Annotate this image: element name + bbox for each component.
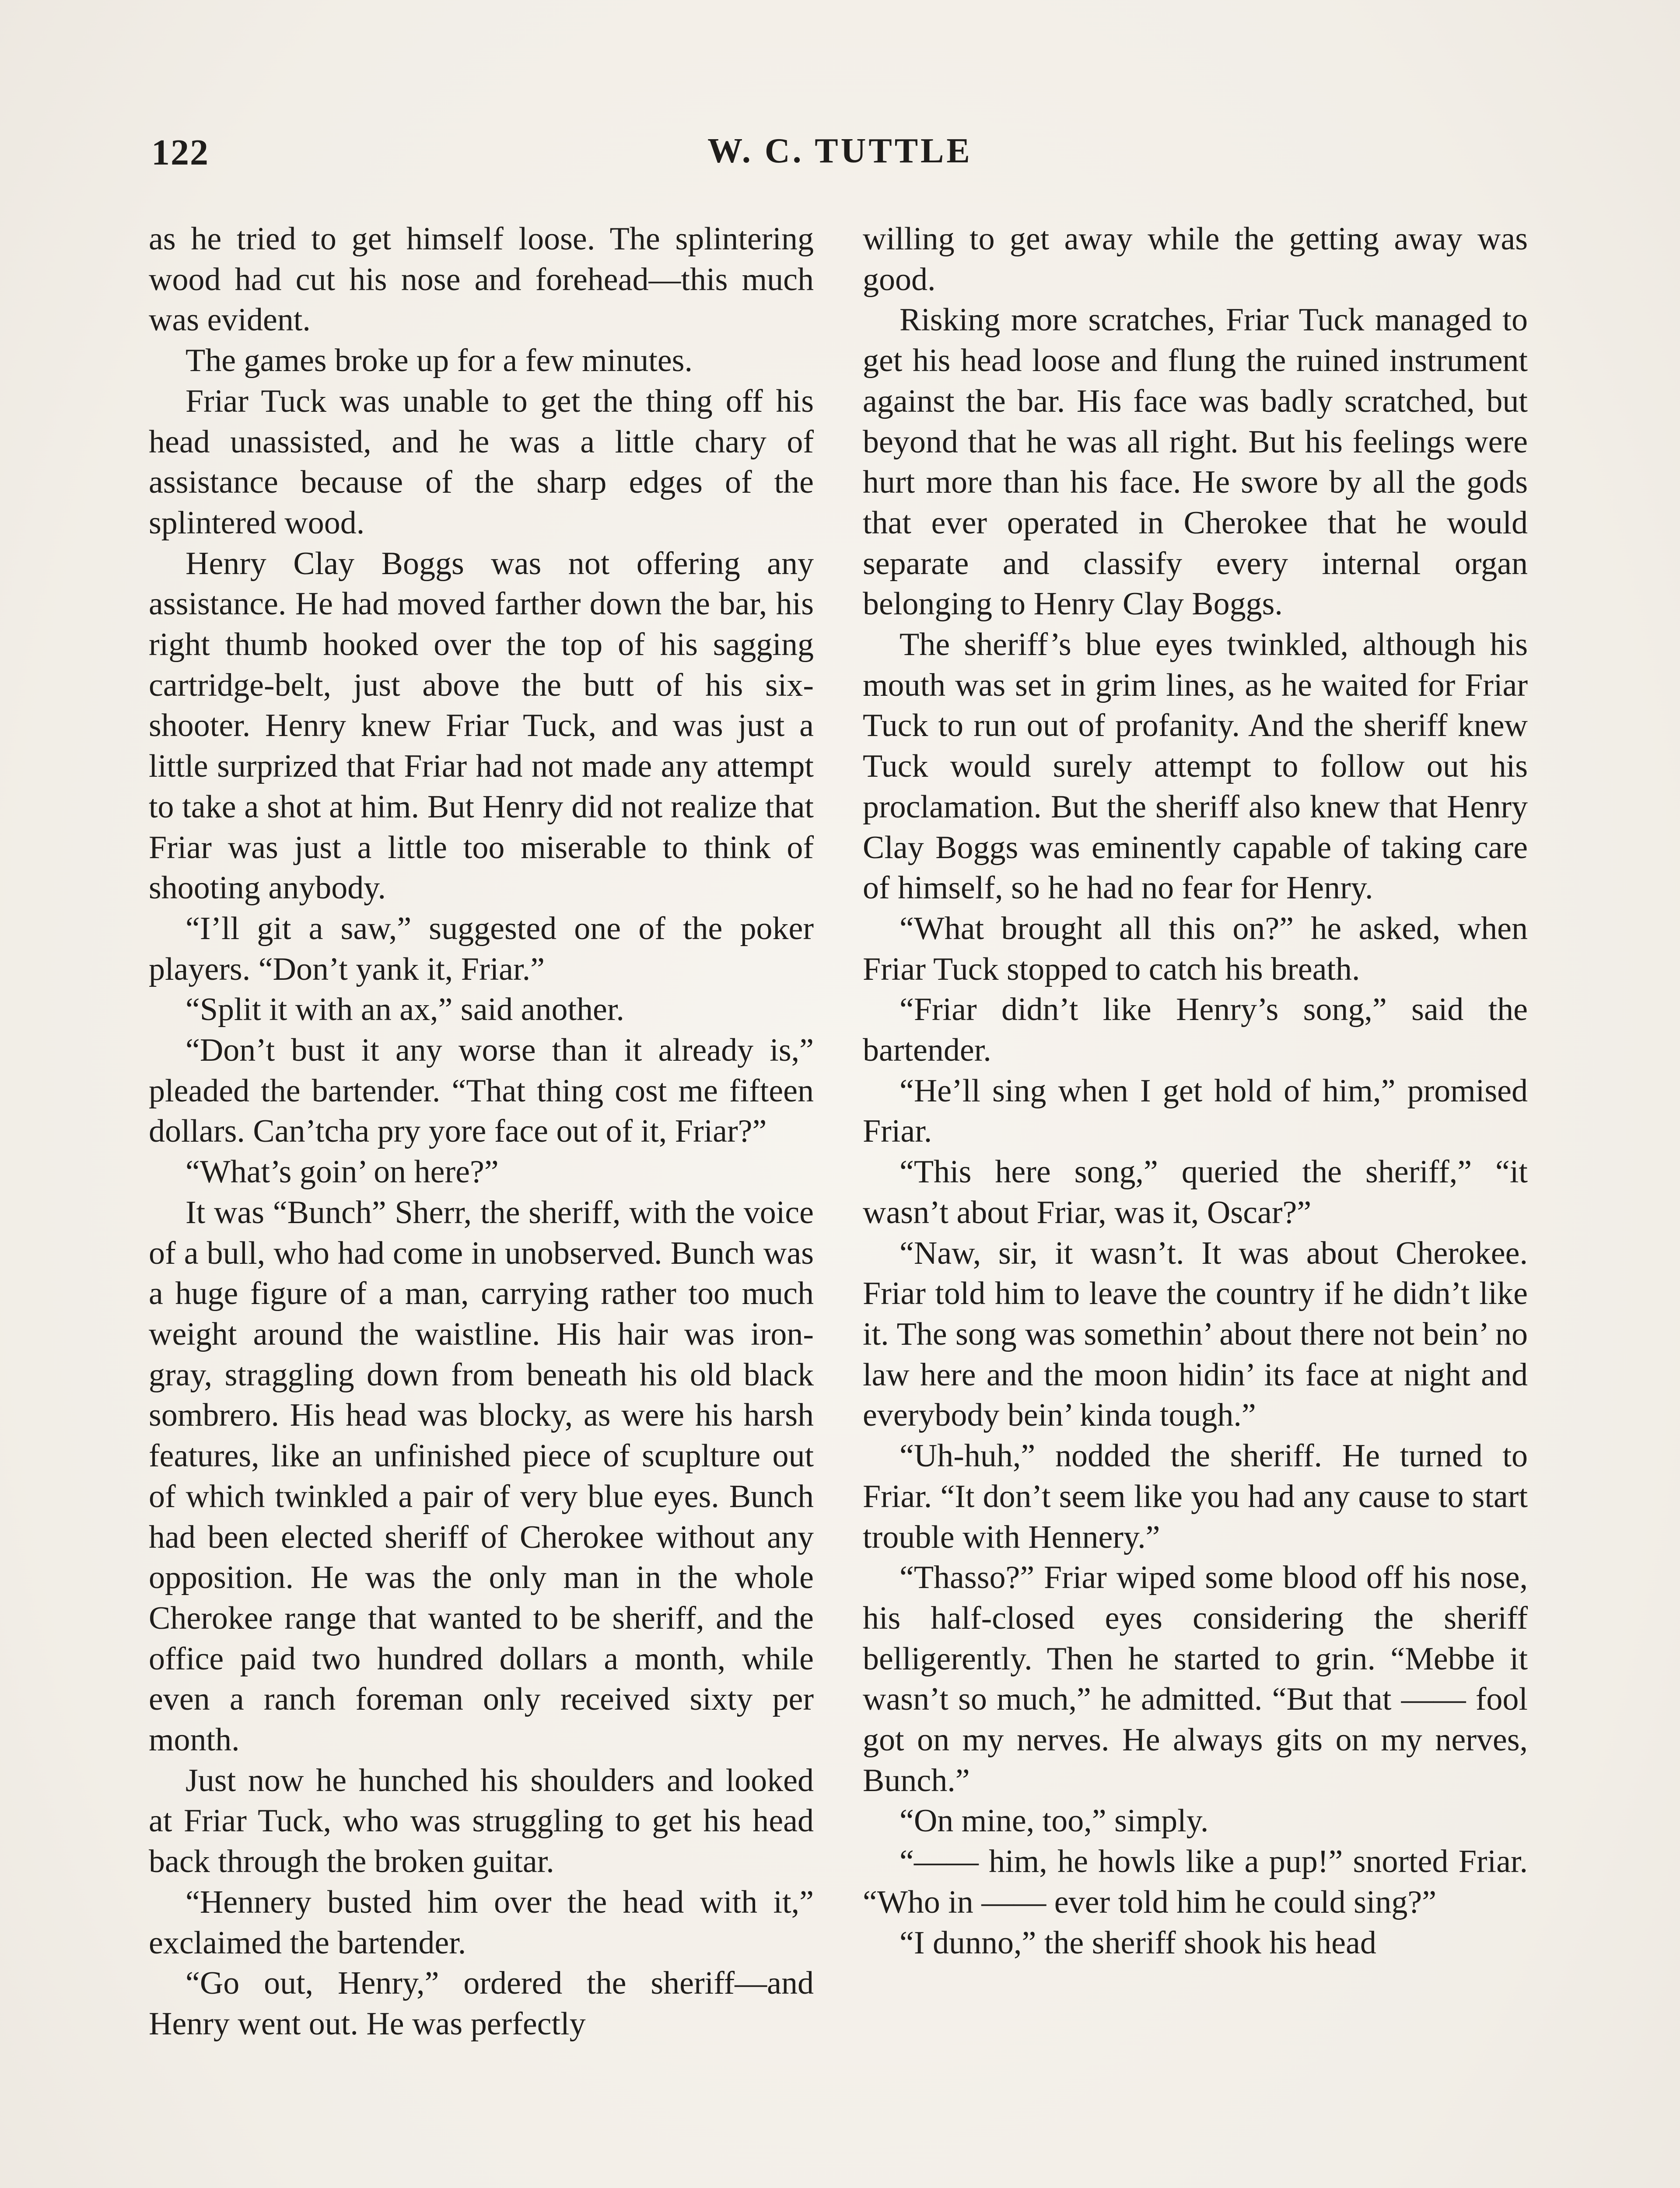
running-head-author: W. C. TUTTLE	[707, 132, 973, 170]
paragraph: “Thasso?” Friar wiped some blood off his nose, his half-closed eyes considering the sheriff belligerently. Then he started to grin. “Mebbe it wasn’t so much,” he admitted. “But that —— fool got on my nerves. He always gits on my nerves, Bunch.”	[863, 1560, 1528, 1799]
paragraph: “Split it with an ax,” said another.	[186, 992, 624, 1028]
paragraph: “—— him, he howls like a pup!” snorted Friar. “Who in —— ever told him he could sing?”	[863, 1844, 1528, 1920]
paragraph: “What’s goin’ on here?”	[186, 1154, 499, 1190]
paragraph: “Uh-huh,” nodded the sheriff. He turned to Friar. “It don’t seem like you had any cause to start trouble with Hennery.”	[863, 1438, 1528, 1555]
paragraph: “He’ll sing when I get hold of him,” promised Friar.	[863, 1073, 1528, 1150]
right-column	[863, 219, 1528, 1963]
paragraph: “What brought all this on?” he asked, when Friar Tuck stopped to catch his breath.	[863, 910, 1528, 987]
paragraph: “Hennery busted him over the head with it,” exclaimed the bartender.	[149, 1884, 814, 1961]
paragraph: Just now he hunched his shoulders and looked at Friar Tuck, who was struggling to get his head back through the broken guitar.	[149, 1762, 814, 1880]
paragraph: “Go out, Henry,” ordered the sheriff—and Henry went out. He was perfectly	[149, 1965, 814, 2042]
left-column	[149, 219, 814, 2044]
paragraph: willing to get away while the getting away was good.	[863, 221, 1528, 298]
paragraph: The games broke up for a few minutes.	[186, 343, 693, 379]
paragraph: Henry Clay Boggs was not offering any assistance. He had moved farther down the bar, his right thumb hooked over the top of his sagging cartridge-belt, just above the butt of his six-shooter. Henry knew Friar Tuck, and was just a little surprized that Friar had not made any attempt to take a shot at him. But Henry did not realize that Friar was just a little too miserable to think of shooting anybody.	[149, 545, 814, 906]
paragraph: “I dunno,” the sheriff shook his head	[900, 1925, 1376, 1961]
paragraph: “This here song,” queried the sheriff,” “it wasn’t about Friar, was it, Oscar?”	[863, 1154, 1528, 1231]
paragraph: “Friar didn’t like Henry’s song,” said the bartender.	[863, 992, 1528, 1069]
paragraph: “I’ll git a saw,” suggested one of the poker players. “Don’t yank it, Friar.”	[149, 910, 814, 987]
paragraph: “On mine, too,” simply.	[900, 1803, 1209, 1839]
paragraph: “Naw, sir, it wasn’t. It was about Cherokee. Friar told him to leave the country if he didn’t like it. The song was somethin’ about there not bein’ no law here and the moon hidin’ its face at night and everybody bein’ kinda tough.”	[863, 1235, 1528, 1434]
paragraph: Risking more scratches, Friar Tuck managed to get his head loose and flung the ruined instrument against the bar. His face was badly scratched, but beyond that he was all right. But his feelings were hurt more than his face. He swore by all the gods that ever operated in Cherokee that he would separate and classify every internal organ belonging to Henry Clay Boggs.	[863, 302, 1528, 622]
page-number: 122	[151, 132, 209, 173]
paragraph: “Don’t bust it any worse than it already is,” pleaded the bartender. “That thing cost me fifteen dollars. Can’tcha pry yore face out of it, Friar?”	[149, 1032, 814, 1150]
paragraph: Friar Tuck was unable to get the thing off his head unassisted, and he was a little chary of assistance because of the sharp edges of the splintered wood.	[149, 383, 814, 541]
paragraph: The sheriff’s blue eyes twinkled, although his mouth was set in grim lines, as he waited for Friar Tuck to run out of profanity. And the sheriff knew Tuck would surely attempt to follow out his proclamation. But the sheriff also knew that Henry Clay Boggs was eminently capable of taking care of himself, so he had no fear for Henry.	[863, 627, 1528, 906]
paragraph: It was “Bunch” Sherr, the sheriff, with the voice of a bull, who had come in unobserved. Bunch was a huge figure of a man, carrying rather too much weight around the waistline. His hair was iron-gray, straggling down from beneath his old black sombrero. His head was blocky, as were his harsh features, like an unfinished piece of scuplture out of which twinkled a pair of very blue eyes. Bunch had been elected sheriff of Cherokee without any opposition. He was the only man in the whole Cherokee range that wanted to be sheriff, and the office paid two hundred dollars a month, while even a ranch foreman only received sixty per month.	[149, 1194, 814, 1758]
paragraph: as he tried to get himself loose. The splintering wood had cut his nose and forehead—this much was evident.	[149, 221, 814, 338]
page-header	[151, 131, 1529, 179]
